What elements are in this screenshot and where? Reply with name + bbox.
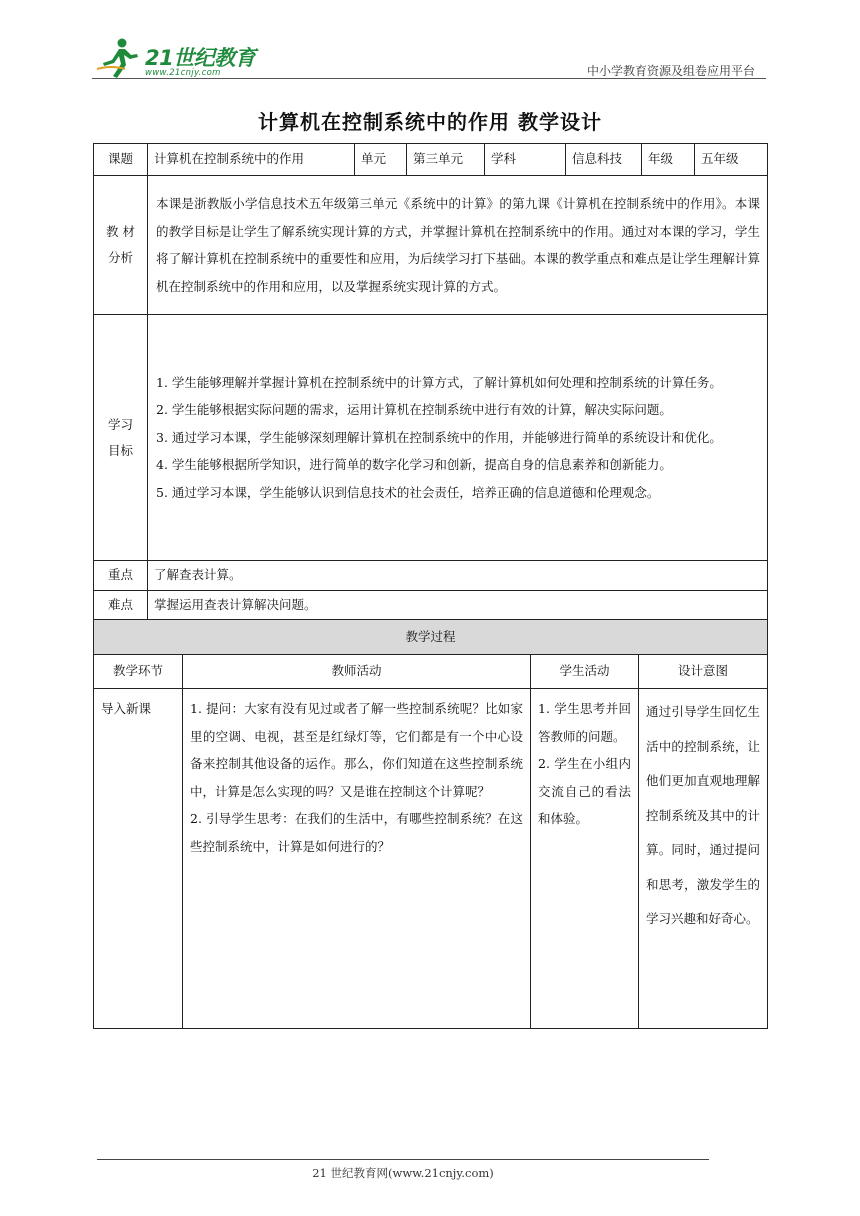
- unit-value: 第三单元: [407, 144, 485, 176]
- teacher-activity-cell: [183, 689, 531, 1029]
- grade-label: 年级: [642, 144, 695, 176]
- column-header-teacher: 教师活动: [183, 655, 531, 689]
- logo-url: www.21cnjy.com: [145, 68, 221, 78]
- course-label: 课题: [94, 144, 148, 176]
- goal-item: 5. 通过学习本课，学生能够认识到信息技术的社会责任，培养正确的信息道德和伦理观念。: [156, 484, 660, 500]
- difficulty-value: 掌握运用查表计算解决问题。: [148, 591, 768, 621]
- teacher-activity-item: 1. 提问：大家有没有见过或者了解一些控制系统呢？比如家里的空调、电视，甚至是红绿灯等，它们都是有一个中心设备来控制其他设备的运作。那么，你们知道在这些控制系统中，计算是怎么实现的吗？又是谁在控制这个计算呢？: [190, 701, 523, 799]
- key-label: 重点: [94, 561, 148, 591]
- lesson-info-table: [93, 143, 768, 621]
- runner-icon: [95, 36, 143, 80]
- footer-text: 21 世纪教育网(www.21cnjy.com): [312, 1166, 494, 1180]
- goals-list: [148, 315, 768, 561]
- process-title: 教学过程: [94, 620, 768, 655]
- goal-item: 1. 学生能够理解并掌握计算机在控制系统中的计算方式，了解计算机如何处理和控制系统的计算任务。: [156, 374, 722, 390]
- document-title: 计算机在控制系统中的作用 教学设计: [258, 110, 602, 134]
- teaching-process-table: [93, 619, 768, 1029]
- unit-label: 单元: [355, 144, 407, 176]
- difficulty-label: 难点: [94, 591, 148, 621]
- goal-item: 3. 通过学习本课，学生能够深刻理解计算机在控制系统中的作用，并能够进行简单的系统设计和优化。: [156, 429, 722, 445]
- student-activity-cell: [531, 689, 639, 1029]
- header-divider: [92, 78, 766, 79]
- design-intent-cell: 通过引导学生回忆生活中的控制系统，让他们更加直观地理解控制系统及其中的计算。同时，通过提问和思考，激发学生的学习兴趣和好奇心。: [639, 689, 768, 1029]
- footer-divider: [97, 1159, 709, 1160]
- analysis-text: 本课是浙教版小学信息技术五年级第三单元《系统中的计算》的第九课《计算机在控制系统中的作用》。本课的教学目标是让学生了解系统实现计算的方式，并掌握计算机在控制系统中的作用。通过对本课的学习，学生将了解计算机在控制系统中的重要性和应用，为后续学习打下基础。本课的教学重点和难点是让学生理解计算机在控制系统中的作用和应用，以及掌握系统实现计算的方式。: [148, 176, 768, 315]
- platform-name: 中小学教育资源及组卷应用平台: [586, 64, 755, 78]
- goal-item: 4. 学生能够根据所学知识，进行简单的数字化学习和创新，提高自身的信息素养和创新能力。: [156, 457, 672, 473]
- teacher-activity-item: 2. 引导学生思考：在我们的生活中，有哪些控制系统？在这些控制系统中，计算是如何进行的？: [190, 811, 523, 854]
- column-header-intent: 设计意图: [639, 655, 768, 689]
- analysis-label: 教 材 分析: [94, 176, 148, 315]
- column-header-stage: 教学环节: [94, 655, 183, 689]
- stage-cell: 导入新课: [94, 689, 183, 1029]
- goal-item: 2. 学生能够根据实际问题的需求，运用计算机在控制系统中进行有效的计算，解决实际问题。: [156, 402, 672, 418]
- page-header: [95, 30, 765, 80]
- subject-value: 信息科技: [566, 144, 642, 176]
- course-value: 计算机在控制系统中的作用: [148, 144, 355, 176]
- column-header-student: 学生活动: [531, 655, 639, 689]
- goals-label: 学习 目标: [94, 315, 148, 561]
- logo-text: 21世纪教育: [145, 46, 256, 70]
- student-activity-item: 2. 学生在小组内交流自己的看法和体验。: [538, 756, 631, 826]
- subject-label: 学科: [485, 144, 566, 176]
- logo: [95, 36, 265, 80]
- key-value: 了解查表计算。: [148, 561, 768, 591]
- grade-value: 五年级: [695, 144, 768, 176]
- student-activity-item: 1. 学生思考并回答教师的问题。: [538, 701, 631, 744]
